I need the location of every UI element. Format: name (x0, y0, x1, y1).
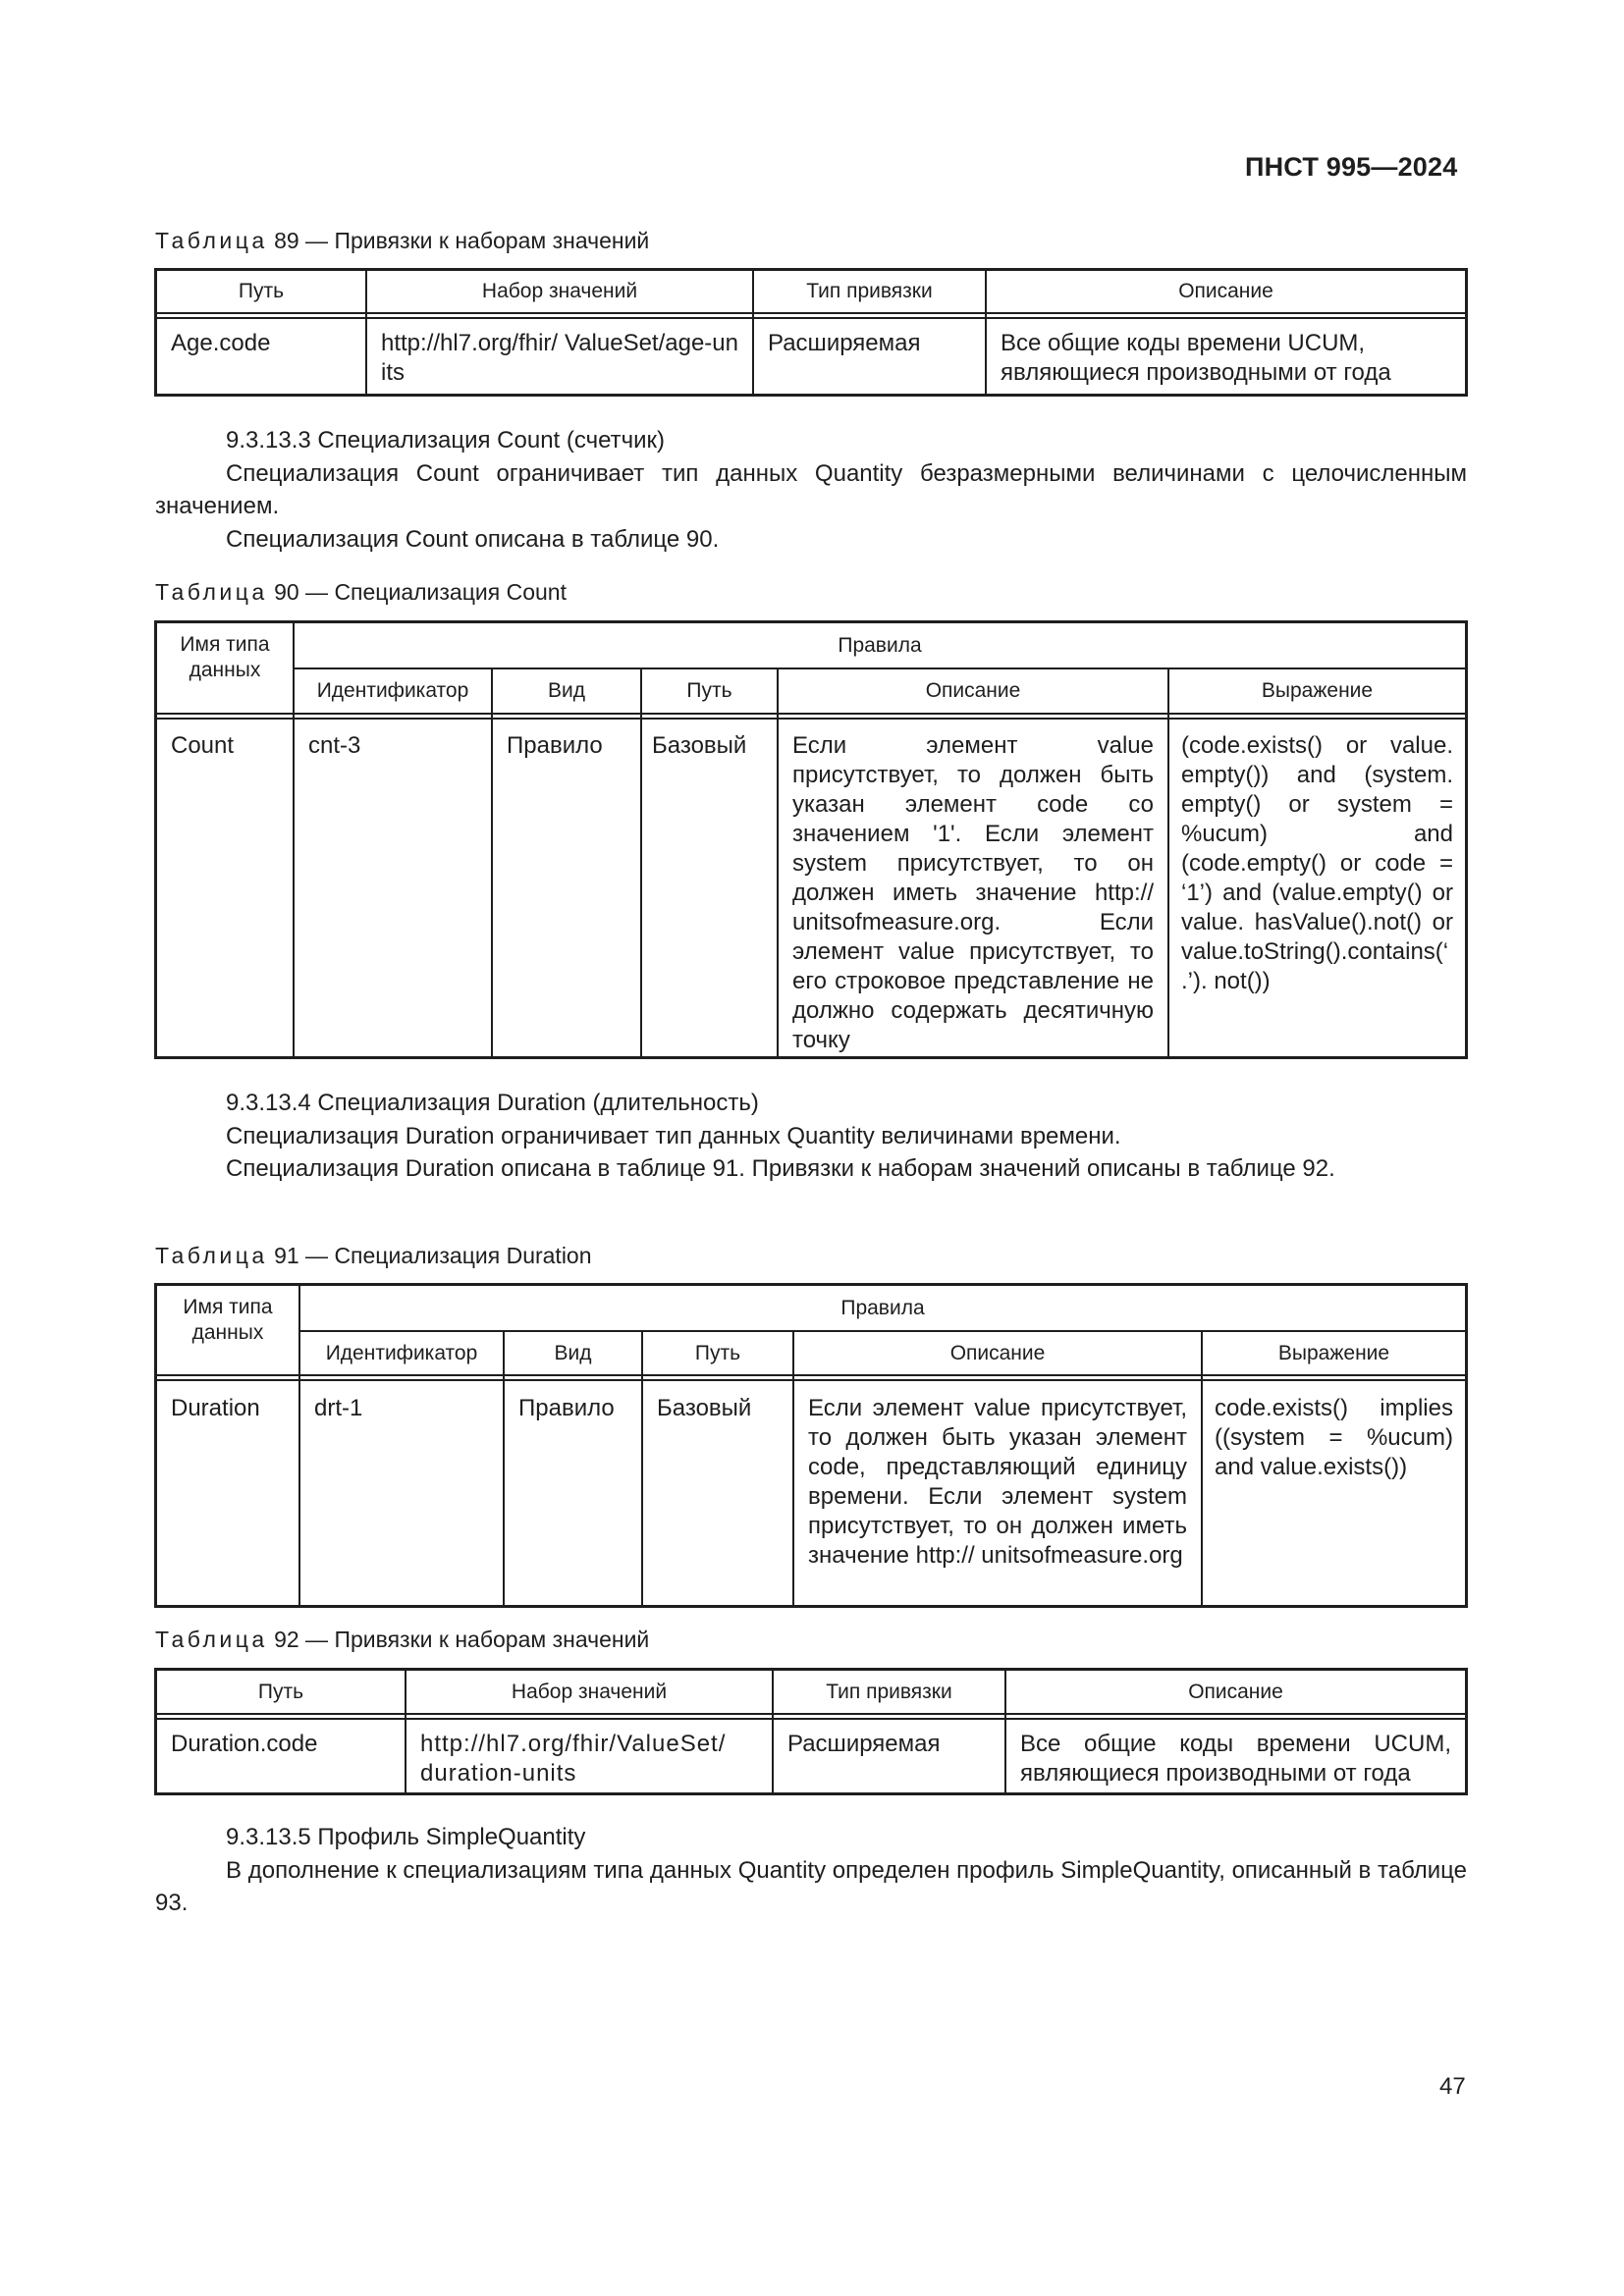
column-header: Идентификатор (316, 679, 469, 702)
table-91-caption (155, 1243, 592, 1269)
paragraph: Специализация Count описана в таблице 90. (226, 525, 720, 553)
cell-path: Базовый (657, 1395, 752, 1421)
cell-kind: Правило (518, 1395, 615, 1421)
cell-expression: code.exists() implies ((system = %ucum) and value.exists()) (1215, 1395, 1453, 1480)
table-border-bottom (154, 1605, 1468, 1608)
cell-expression: (code.exists() or value. empty()) and (system. empty() or system = %ucum) and (code.empty() or code = ‘1’) and (value.empty() or value. hasValue().not() or value.toString().contains(‘.’). not()) (1181, 732, 1453, 994)
column-header: Вид (554, 1341, 592, 1364)
paragraph: Специализация Count ограничивает тип данных Quantity безразмерными величинами с целочисленным значением. (155, 459, 1467, 519)
caption-text: 90 — Специализация Count (267, 579, 567, 605)
table-header-rule (154, 713, 1468, 715)
column-header: Вид (548, 679, 585, 702)
column-header: Выражение (1277, 1341, 1390, 1364)
cell-value-set: http://hl7.org/fhir/ ValueSet/age-units (381, 330, 738, 386)
caption-prefix: Таблица (155, 1243, 268, 1268)
table-header-rule (154, 1718, 1468, 1720)
column-header: Путь (238, 280, 285, 302)
column-header-rules: Правила (840, 1296, 925, 1319)
column-header: Идентификатор (325, 1341, 478, 1364)
section-simple-quantity (155, 1821, 1467, 1920)
caption-prefix: Таблица (155, 228, 268, 253)
column-header: Описание (1178, 280, 1273, 302)
table-92-caption (155, 1627, 649, 1653)
column-header: Описание (949, 1341, 1046, 1364)
column-header: Путь (686, 679, 732, 702)
caption-text: 92 — Привязки к наборам значений (267, 1627, 650, 1652)
cell-id: drt-1 (314, 1395, 363, 1421)
column-header: Тип привязки (806, 280, 933, 302)
table-border-bottom (154, 1056, 1468, 1059)
section-duration (155, 1087, 1467, 1186)
caption-text: 89 — Привязки к наборам значений (267, 228, 650, 253)
cell-binding: Расширяемая (787, 1731, 941, 1757)
column-divider (491, 667, 493, 1059)
paragraph: Специализация Duration описана в таблице 91. Привязки к наборам значений описаны в таблице 92. (226, 1155, 1335, 1182)
column-header: Путь (257, 1680, 304, 1703)
table-header-rule (154, 1379, 1468, 1381)
cell-binding: Расширяемая (768, 330, 921, 356)
cell-path: Duration.code (171, 1731, 318, 1757)
table-header-rule (154, 718, 1468, 720)
table-header-rule (154, 1713, 1468, 1715)
table-border-bottom (154, 394, 1468, 397)
table-header-rule (154, 317, 1468, 319)
document-id: ПНСТ 995—2024 (1245, 152, 1458, 182)
caption-prefix: Таблица (155, 579, 268, 605)
column-header: Описание (1188, 1680, 1283, 1703)
section-heading: 9.3.13.4 Специализация Duration (длительность) (226, 1090, 759, 1116)
cell-type: Duration (171, 1395, 260, 1421)
caption-prefix: Таблица (155, 1627, 268, 1652)
column-header: Описание (925, 679, 1021, 702)
paragraph: Специализация Duration ограничивает тип данных Quantity величинами времени. (226, 1122, 1121, 1149)
cell-description: Все общие коды времени UCUM, являющиеся производными от года (1020, 1731, 1451, 1787)
table-border-right (1465, 1283, 1468, 1608)
caption-text: 91 — Специализация Duration (267, 1243, 592, 1268)
table-border-right (1465, 1668, 1468, 1795)
section-heading: 9.3.13.3 Специализация Count (счетчик) (226, 427, 666, 454)
column-header-type: Имя типа данных (180, 633, 270, 681)
cell-path: Базовый (652, 732, 747, 759)
cell-path: Age.code (171, 330, 271, 356)
cell-kind: Правило (507, 732, 603, 759)
table-90-caption (155, 579, 567, 606)
column-header-type: Имя типа данных (183, 1296, 273, 1344)
column-divider (640, 667, 642, 1059)
column-header: Набор значений (511, 1680, 668, 1703)
table-header-rule (154, 312, 1468, 314)
cell-id: cnt-3 (308, 732, 361, 759)
table-89-caption (155, 228, 649, 254)
column-header: Выражение (1261, 679, 1374, 702)
cell-description: Если элемент value присутствует, то должен быть указан элемент code, представляющий единицу времени. Если элемент system присутствует, то он должен иметь значение http:// unitsofmeasure.org (808, 1395, 1187, 1569)
cell-value-set: http://hl7.org/fhir/ValueSet/ duration-units (420, 1731, 727, 1787)
cell-type: Count (171, 732, 235, 759)
table-border-bottom (154, 1792, 1468, 1795)
table-header-rule (154, 1374, 1468, 1376)
page-number: 47 (1439, 2073, 1466, 2100)
column-header: Путь (694, 1341, 741, 1364)
cell-description: Все общие коды времени UCUM, являющиеся производными от года (1001, 330, 1391, 386)
table-border-right (1465, 268, 1468, 397)
column-header-rules: Правила (838, 633, 922, 657)
cell-description: Если элемент value присутствует, то должен быть указан элемент code со значением '1'. Если элемент system присутствует, то он должен иметь значение http:// unitsofmeasure.org. Если элемент value присутствует, то его строковое представление не должно содержать десятичную точку (792, 732, 1154, 1053)
paragraph: В дополнение к специализациям типа данных Quantity определен профиль SimpleQuantity, описанный в таблице 93. (155, 1856, 1468, 1916)
column-header: Тип привязки (826, 1680, 952, 1703)
column-header: Набор значений (481, 280, 638, 302)
section-count (155, 424, 1467, 556)
table-border-right (1465, 620, 1468, 1059)
section-heading: 9.3.13.5 Профиль SimpleQuantity (226, 1824, 586, 1850)
